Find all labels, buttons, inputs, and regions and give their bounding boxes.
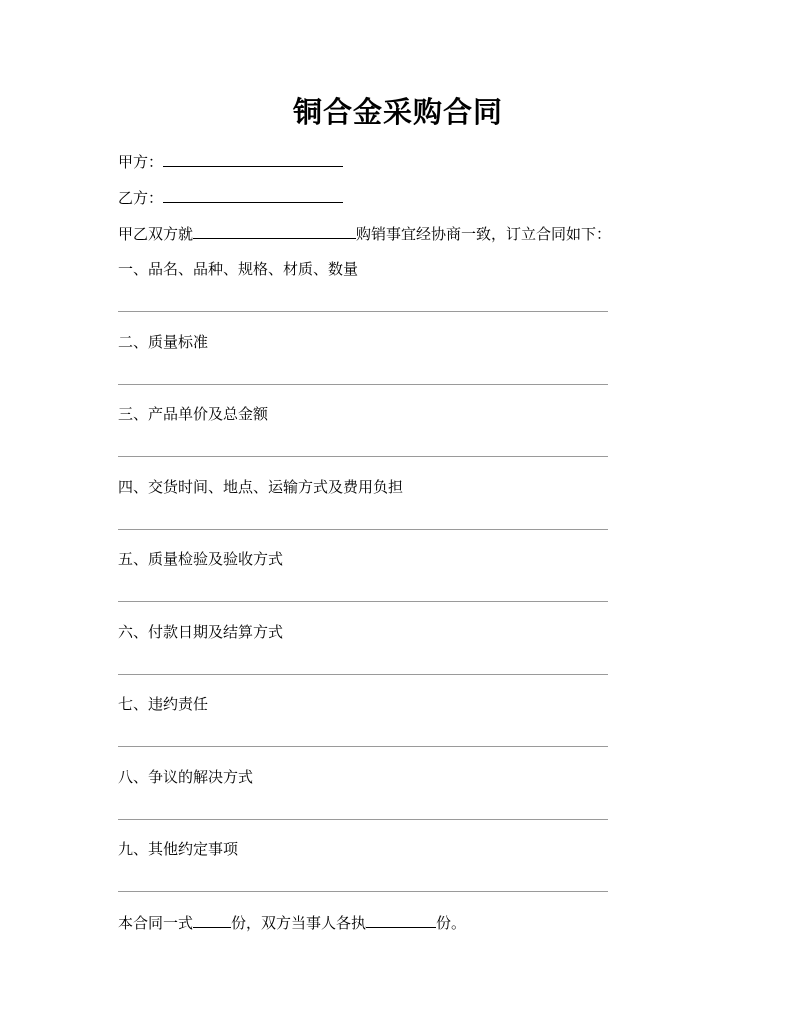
party-a-blank[interactable] [163,150,343,167]
section-heading-1: 一、品名、品种、规格、材质、数量 [118,260,359,278]
party-b-line [118,186,343,209]
closing-line [118,911,466,934]
copies-each-blank[interactable] [366,911,436,928]
section-1-fill-line[interactable] [118,311,608,312]
party-a-line [118,150,343,173]
section-4-fill-line[interactable] [118,529,608,530]
party-b-blank[interactable] [163,186,343,203]
section-2-fill-line[interactable] [118,384,608,385]
section-heading-7: 七、违约责任 [118,695,209,713]
section-heading-3: 三、产品单价及总金额 [118,405,269,423]
closing-part1: 本合同一式 [118,914,194,932]
intro-prefix: 甲乙双方就 [118,225,194,243]
intro-subject-blank[interactable] [193,222,356,239]
section-8-fill-line[interactable] [118,819,608,820]
party-b-label: 乙方： [118,189,164,207]
copies-total-blank[interactable] [193,911,231,928]
intro-line [118,222,611,245]
intro-suffix: 购销事宜经协商一致，订立合同如下： [356,225,612,243]
party-a-label: 甲方： [118,153,164,171]
section-heading-2: 二、质量标准 [118,333,209,351]
section-5-fill-line[interactable] [118,601,608,602]
section-9-fill-line[interactable] [118,891,608,892]
section-6-fill-line[interactable] [118,674,608,675]
section-heading-5: 五、质量检验及验收方式 [118,550,284,568]
section-7-fill-line[interactable] [118,746,608,747]
section-heading-9: 九、其他约定事项 [118,840,239,858]
section-heading-8: 八、争议的解决方式 [118,768,254,786]
section-3-fill-line[interactable] [118,456,608,457]
document-title: 铜合金采购合同 [292,95,503,129]
section-heading-4: 四、交货时间、地点、运输方式及费用负担 [118,478,404,496]
section-heading-6: 六、付款日期及结算方式 [118,623,284,641]
closing-part3: 份。 [436,914,467,932]
closing-part2: 份，双方当事人各执 [231,914,367,932]
